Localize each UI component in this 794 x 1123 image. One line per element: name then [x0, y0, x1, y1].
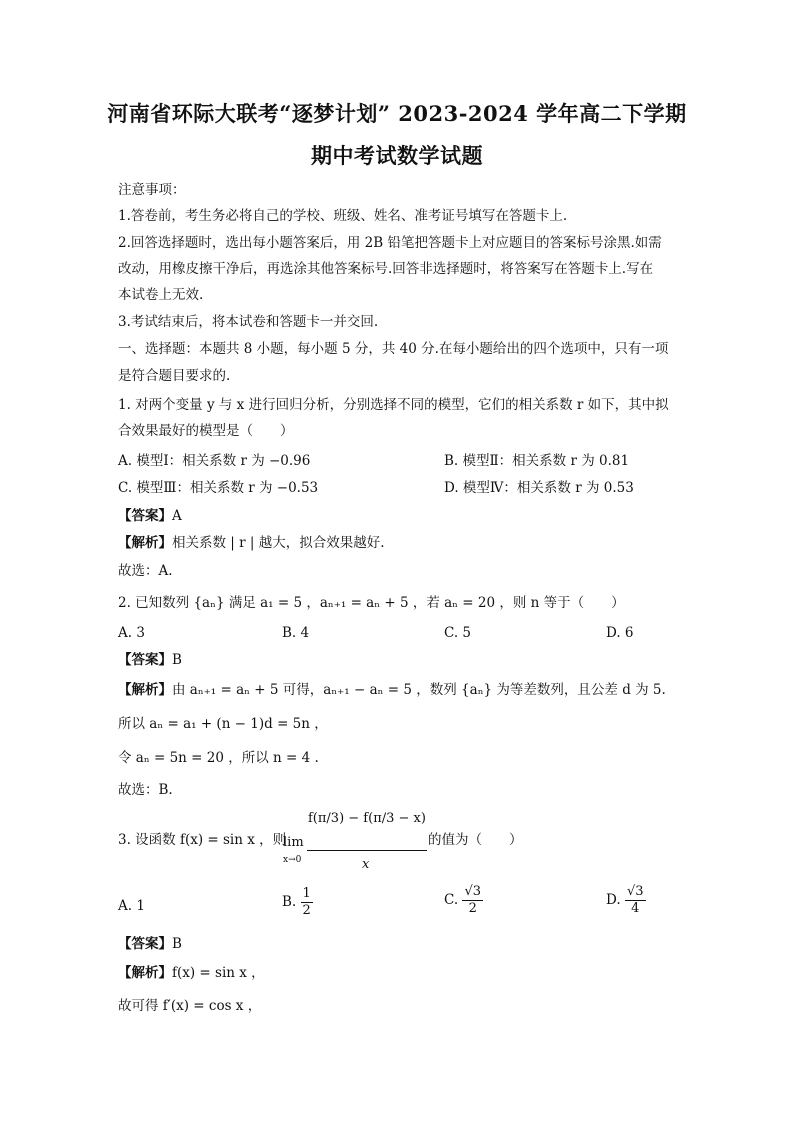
q3-limit-expression — [280, 805, 430, 875]
q3-option-d — [606, 884, 646, 917]
q3-analysis-text: f(x) = sin x ， — [172, 965, 265, 981]
lim-word: lim — [283, 835, 304, 850]
section-heading-line2: 是符合题目要求的. — [118, 368, 231, 384]
limit-numerator: f(π/3) − f(π/3 − x) — [308, 811, 426, 826]
q3-option-b — [282, 886, 313, 919]
q1-answer — [118, 506, 182, 526]
q2-step2: 令 aₙ = 5n = 20 ，所以 n = 4 . — [118, 750, 319, 766]
q3-option-a: A. 1 — [118, 898, 145, 914]
notice-item-2-line3: 本试卷上无效. — [118, 287, 204, 303]
q2-answer-value: B — [172, 652, 182, 668]
q2-option-d: D. 6 — [606, 625, 634, 641]
fraction-denominator: 2 — [302, 903, 311, 918]
fraction-denominator: 2 — [468, 901, 477, 916]
q2-conclusion: 故选：B. — [118, 782, 173, 798]
option-label: B. — [282, 894, 297, 910]
answer-tag: 【答案】 — [118, 936, 172, 952]
q1-answer-value: A — [172, 508, 182, 524]
fraction-denominator: 4 — [631, 901, 640, 916]
option-label: D. — [606, 892, 621, 908]
q1-stem-line2: 合效果最好的模型是（ ） — [118, 423, 294, 439]
q3-stem-suffix: 的值为（ ） — [428, 832, 523, 848]
q3-answer — [118, 934, 182, 954]
option-label: C. — [444, 892, 459, 908]
fraction — [301, 886, 313, 919]
q3-step1: 故可得 f′(x) = cos x ， — [118, 998, 262, 1014]
q1-option-d: D. 模型Ⅳ：相关系数 r 为 0.53 — [444, 480, 634, 496]
q3-option-c — [444, 884, 483, 917]
q3-stem-prefix: 3. 设函数 f(x) = sin x ，则 — [118, 832, 287, 848]
fraction-numerator: 1 — [302, 886, 311, 901]
analysis-tag: 【解析】 — [118, 682, 172, 698]
paper-title-line2: 期中考试数学试题 — [311, 143, 483, 168]
q2-analysis-text: 由 aₙ₊₁ = aₙ + 5 可得，aₙ₊₁ − aₙ = 5 ，数列 {aₙ} 为等差数列，且公差 d 为 5. — [172, 682, 666, 698]
answer-tag: 【答案】 — [118, 508, 172, 524]
section-heading-line1: 一、选择题：本题共 8 小题，每小题 5 分，共 40 分.在每小题给出的四个选项中，只有一项 — [118, 341, 669, 357]
q2-analysis — [118, 680, 666, 700]
q3-analysis — [118, 963, 265, 983]
notice-item-1: 1.答卷前，考生务必将自己的学校、班级、姓名、准考证号填写在答题卡上. — [118, 208, 568, 224]
notice-heading: 注意事项： — [118, 182, 186, 198]
fraction-numerator: √3 — [464, 884, 481, 899]
q2-step1: 所以 aₙ = a₁ + (n − 1)d = 5n ， — [118, 716, 328, 732]
q1-analysis — [118, 533, 385, 553]
fraction-bar — [307, 850, 427, 851]
q1-option-c: C. 模型Ⅲ：相关系数 r 为 −0.53 — [118, 480, 319, 496]
q2-option-b: B. 4 — [282, 625, 310, 641]
analysis-tag: 【解析】 — [118, 535, 172, 551]
q2-option-a: A. 3 — [118, 625, 145, 641]
q1-option-b: B. 模型Ⅱ：相关系数 r 为 0.81 — [444, 453, 630, 469]
fraction — [625, 884, 646, 917]
answer-tag: 【答案】 — [118, 652, 172, 668]
analysis-tag: 【解析】 — [118, 965, 172, 981]
limit-denominator: x — [362, 857, 370, 872]
q1-analysis-text: 相关系数 | r | 越大，拟合效果越好. — [172, 535, 385, 551]
lim-subscript: x→0 — [283, 855, 302, 865]
notice-item-3: 3.考试结束后，将本试卷和答题卡一并交回. — [118, 314, 379, 330]
q2-option-c: C. 5 — [444, 625, 472, 641]
q1-option-a: A. 模型Ⅰ：相关系数 r 为 −0.96 — [118, 453, 311, 469]
q3-answer-value: B — [172, 936, 182, 952]
fraction-numerator: √3 — [626, 884, 644, 899]
notice-item-2-line1: 2.回答选择题时，选出每小题答案后，用 2B 铅笔把答题卡上对应题目的答案标号涂黑.如需 — [118, 235, 662, 251]
notice-item-2-line2: 改动，用橡皮擦干净后，再选涂其他答案标号.回答非选择题时，将答案写在答题卡上.写在 — [118, 261, 654, 277]
q1-conclusion: 故选：A. — [118, 563, 173, 579]
q1-stem-line1: 1. 对两个变量 y 与 x 进行回归分析，分别选择不同的模型，它们的相关系数 r 如下，其中拟 — [118, 397, 669, 413]
q2-answer — [118, 650, 182, 670]
paper-title-line1: 河南省环际大联考“逐梦计划” 2023-2024 学年高二下学期 — [107, 101, 687, 126]
q2-stem: 2. 已知数列 {aₙ} 满足 a₁ = 5 ，aₙ₊₁ = aₙ + 5 ，若 aₙ = 20 ，则 n 等于（ ） — [118, 595, 625, 611]
fraction — [462, 884, 483, 917]
